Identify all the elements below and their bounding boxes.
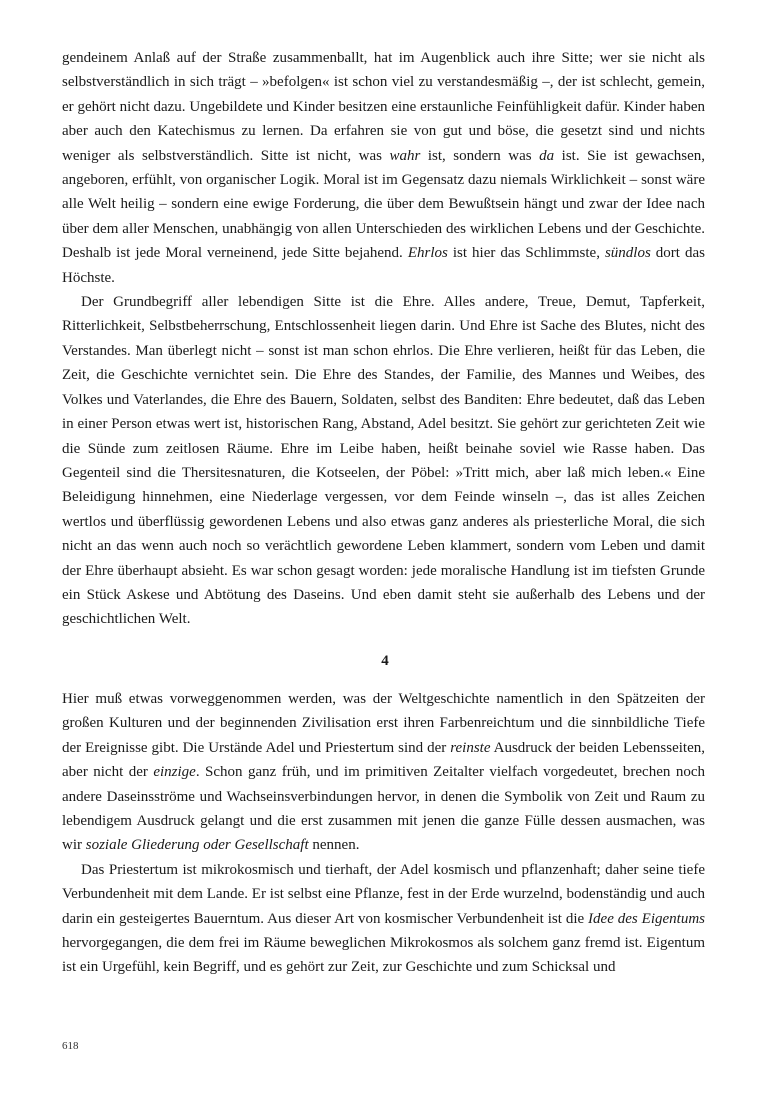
emphasis-wahr: wahr <box>389 147 421 164</box>
paragraph-ehre <box>62 290 705 632</box>
text-run: ist, sondern was <box>420 147 540 164</box>
text-run: Ausdruck der beiden Lebensseiten, aber nicht der <box>62 739 706 781</box>
text-run: Der Grundbegriff aller lebendigen Sitte ist die Ehre. Alles andere, Treue, Demut, Tapferkeit, Ritterlichkeit, Selbstbeherrschung, Entschlossenheit liegen darin. Und Ehre ist Sache des Blutes, nicht des Verstandes. Man überlegt nicht – sonst ist man schon ehrlos. Die Ehre verlieren, heißt für das Leben, die Zeit, die Geschichte vernichtet sein. Die Ehre des Standes, der Familie, des Mannes und Weibes, des Volkes und Vaterlandes, die Ehre des Bauern, Soldaten, selbst des Banditen: Ehre bedeutet, daß das Leben in einer Person etwas wert ist, historischen Rang, Abstand, Adel besitzt. Sie gehört zur gerichteten Zeit wie die Sünde zum zeitlosen Räume. Ehre im Leibe haben, heißt beinahe soviel wie Rasse haben. Das Gegenteil sind die Thersitesnaturen, die Kotseelen, der Pöbel: »Tritt mich, aber laß mich leben.« Eine Beleidigung hinnehmen, eine Niederlage vergessen, vor dem Feinde winseln –, das ist alles Zeichen wertlos und überflüssig gewordenen Lebens und also etwas ganz anderes als priesterliche Moral, die sich nicht an das wenn auch noch so verächtlich gewordene Leben klammert, sondern vom Leben und damit der Ehre überhaupt absieht. Es war schon gesagt worden: jede moralische Handlung ist im tiefsten Grunde ein Stück Askese und Abtötung des Daseins. Und eben damit steht sie außerhalb des Lebens und der geschichtlichen Welt. <box>62 294 705 628</box>
text-run: ist. Sie ist gewachsen, angeboren, erfühlt, von organischer Logik. Moral ist im Gegensatz dazu niemals Wirklichkeit – sonst wäre alle Welt heilig – sondern eine ewige Forderung, die über dem Bewußtsein hängt und zwar der Idee nach über dem aller Menschen, unabhängig von allen Unterschieden des wirklichen Lebens und der Geschichte. Deshalb ist jede Moral verneinend, jede Sitte bejahend. <box>62 147 705 262</box>
emphasis-da: da <box>539 147 555 164</box>
body-text-top <box>62 46 705 632</box>
paragraph-continuation <box>62 46 705 290</box>
emphasis-ehrlos: Ehrlos <box>407 245 448 262</box>
text-run: ist hier das Schlimmste, <box>447 245 605 262</box>
emphasis-soziale-gliederung: soziale Gliederung oder Gesellschaft <box>85 837 309 854</box>
paragraph-priestertum <box>62 858 705 980</box>
emphasis-einzige: einzige <box>153 764 196 781</box>
text-run: dort das Höchste. <box>62 245 705 286</box>
body-text-bottom <box>62 687 705 980</box>
text-run: Das Priestertum ist mikrokosmisch und tierhaft, der Adel kosmisch und pflanzenhaft; daher seine tiefe Verbundenheit mit dem Lande. Er ist selbst eine Pflanze, fest in der Erde wurzelnd, bodenständig und auch darin ein gesteigertes Bauerntum. Aus dieser Art von kosmischer Verbundenheit ist die <box>62 861 705 927</box>
emphasis-suendlos: sündlos <box>604 245 651 262</box>
text-run: hervorgegangen, die dem frei im Räume beweglichen Mikrokosmos als solchem ganz fremd ist. Eigentum ist ein Urgefühl, kein Begriff, und es gehört zur Zeit, zur Geschichte und zum Schicksal und <box>62 935 705 976</box>
text-run: gendeinem Anlaß auf der Straße zusammenballt, hat im Augenblick auch ihre Sitte; wer sie nicht als selbstverständlich in sich trägt – »befolgen« ist schon viel zu verstandesmäßig –, der ist schlecht, gemein, er gehört nicht dazu. Ungebildete und Kinder besitzen eine erstaunliche Feinfühligkeit dafür. Kinder haben aber auch den Katechismus zu lernen. Da erfahren sie von gut und böse, die gesetzt sind und nichts weniger als selbstverständlich. Sitte ist nicht, was <box>62 50 705 164</box>
page-number: 618 <box>62 1040 79 1052</box>
text-run: Hier muß etwas vorweggenommen werden, was der Weltgeschichte namentlich in den Spätzeiten der großen Kulturen und der beginnenden Zivilisation erst ihren Farbenreichtum und die sinnbildliche Tiefe der Ereignisse gibt. Die Urstände Adel und Priestertum sind der <box>62 691 705 756</box>
text-run: nennen. <box>308 837 360 854</box>
paragraph-section-intro <box>62 687 705 858</box>
emphasis-reinste: reinste <box>450 739 491 756</box>
text-run: . Schon ganz früh, und im primitiven Zeitalter vielfach vorgedeutet, brechen noch andere Daseinsströme und Wachseinsverbindungen hervor, in denen die Symbolik von Zeit und Raum zu lebendigem Ausdruck gelangt und die erst zusammen mit jenen die ganze Fülle dessen ausmachen, was wir <box>62 764 705 854</box>
emphasis-idee-des-eigentums: Idee des Eigentums <box>588 910 705 927</box>
section-heading: 4 <box>381 653 389 669</box>
